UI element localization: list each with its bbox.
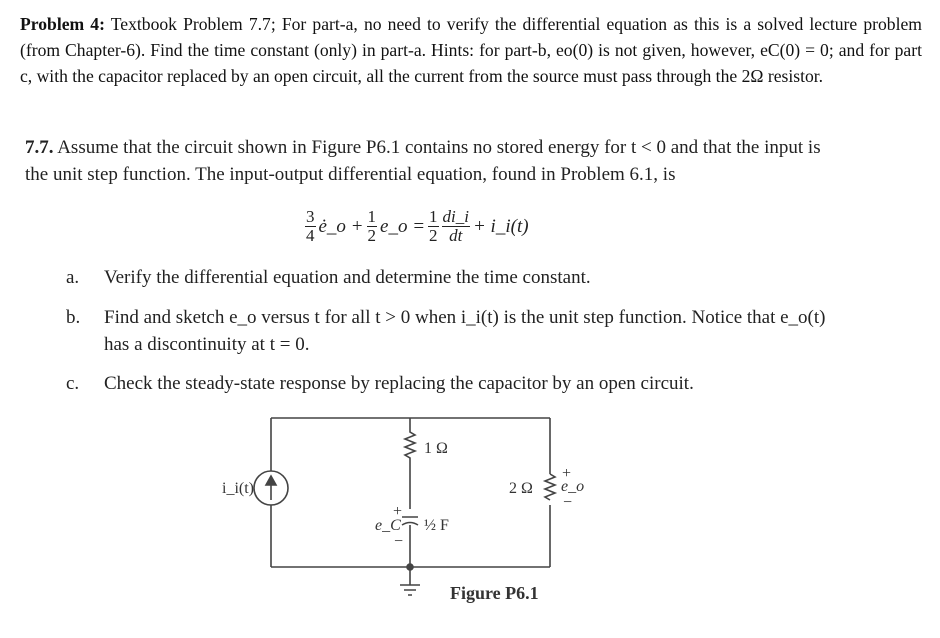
item-label: c. bbox=[66, 373, 80, 394]
deriv-den: dt bbox=[449, 226, 463, 245]
arrow-up-icon bbox=[266, 476, 276, 500]
term: e_o = bbox=[380, 215, 426, 237]
problem-number: 7.7. bbox=[25, 137, 54, 158]
ground-icon bbox=[400, 567, 420, 595]
ec-plus: + bbox=[393, 503, 403, 520]
deriv-num: di_i bbox=[442, 207, 469, 226]
intro-text: Assume that the circuit shown in Figure P6.1 contains no stored energy for t < 0 and that the input is the unit step function. The input-output differential equation, found in Problem 6.1, is bbox=[25, 137, 821, 185]
coef-den: 2 bbox=[429, 226, 438, 245]
term: ė_o + bbox=[318, 215, 364, 237]
source-label: i_i(t) bbox=[222, 480, 254, 497]
coef-den: 2 bbox=[367, 226, 377, 245]
resistor-1ohm bbox=[405, 418, 415, 509]
capacitor bbox=[402, 517, 418, 567]
problem-text: Textbook Problem 7.7; For part-a, no need to verify the differential equation as this is a solved lecture problem (from Chapter-6). Find the time constant (only) in part-a. Hints: for part-b, eo(0) is not given, however, eC(0) = 0; and for part c, with the capacitor replaced by an open circuit, all the current from the source must pass through the 2Ω resistor. bbox=[20, 14, 922, 86]
cap-value: ½ F bbox=[424, 517, 449, 534]
item-text: Find and sketch e_o versus t for all t > 0 when i_i(t) is the unit step function. Notice that e_o(t) has a discontinuity at t = 0. bbox=[104, 307, 826, 355]
eo-minus: − bbox=[563, 494, 573, 511]
coef-num: 1 bbox=[429, 207, 438, 226]
resistor-2ohm bbox=[545, 474, 555, 500]
problem-heading: Problem 4: bbox=[20, 14, 105, 34]
coef-num: 1 bbox=[367, 207, 377, 226]
figure-caption: Figure P6.1 bbox=[450, 583, 539, 603]
eo-plus: + bbox=[562, 465, 572, 482]
term: + i_i(t) bbox=[472, 215, 529, 237]
ec-label: e_C bbox=[375, 517, 401, 534]
ec-minus: − bbox=[394, 533, 404, 550]
r2-label: 2 Ω bbox=[509, 480, 533, 497]
item-text: Check the steady-state response by replacing the capacitor by an open circuit. bbox=[104, 373, 694, 394]
eo-label: e_o bbox=[561, 478, 585, 495]
coef-den: 4 bbox=[306, 226, 315, 245]
r1-label: 1 Ω bbox=[424, 440, 448, 457]
item-label: b. bbox=[66, 307, 81, 328]
item-label: a. bbox=[66, 267, 80, 288]
item-text: Verify the differential equation and determine the time constant. bbox=[104, 267, 591, 288]
coef-num: 3 bbox=[306, 207, 315, 226]
